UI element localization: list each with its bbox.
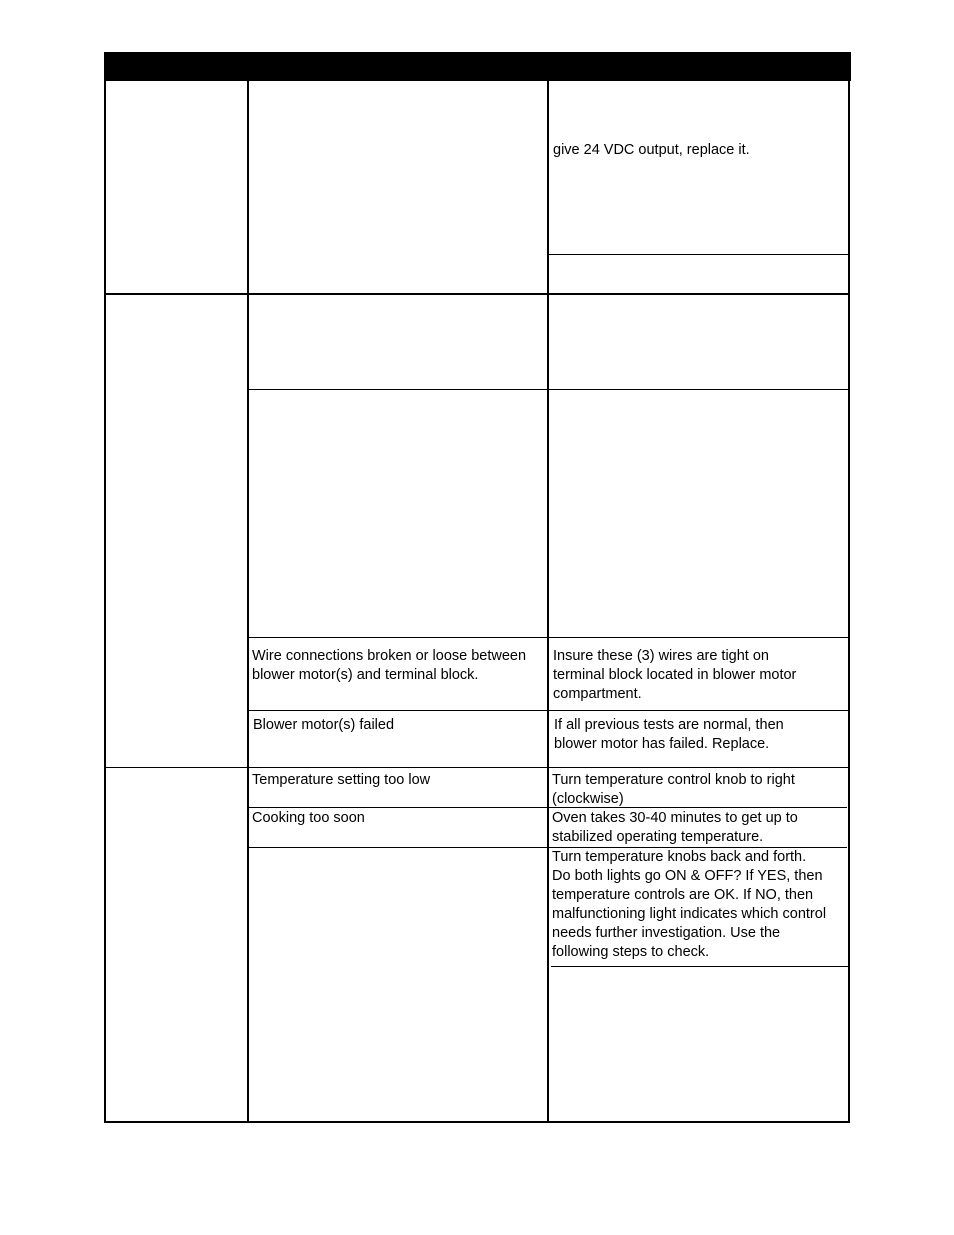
s1-remedy-divider [549, 254, 849, 255]
s2-row4-remedy [554, 716, 784, 754]
section-divider-2 [104, 767, 850, 768]
column-divider-1 [247, 81, 249, 1123]
s3-row1-remedy [552, 771, 795, 809]
s3-row2-cause: Cooking too soon [252, 810, 365, 826]
s2-row-divider-2 [249, 637, 849, 638]
s3-row1-cause: Temperature setting too low [252, 772, 431, 788]
remedy-line: Oven takes 30-40 minutes to get up to [552, 810, 798, 826]
s3-row3-remedy [552, 848, 826, 962]
s2-row3-remedy [553, 647, 796, 704]
remedy-line: Turn temperature control knob to right [552, 772, 795, 788]
s2-row4-cause: Blower motor(s) failed [253, 717, 395, 733]
remedy-line: Insure these (3) wires are tight on [553, 648, 769, 664]
s2-row-divider-3 [249, 710, 849, 711]
column-divider-2 [547, 81, 549, 1123]
remedy-line: stabilized operating temperature. [552, 829, 764, 845]
s2-row3-cause [252, 647, 526, 685]
remedy-line: Turn temperature knobs back and forth. [552, 849, 807, 865]
table-border-left [104, 52, 106, 1123]
s2-row-divider-1 [249, 389, 849, 390]
remedy-line: blower motor has failed. Replace. [554, 736, 770, 752]
remedy-line: If all previous tests are normal, then [554, 717, 784, 733]
remedy-line: following steps to check. [552, 944, 710, 960]
remedy-line: malfunctioning light indicates which control [552, 906, 827, 922]
remedy-line: (clockwise) [552, 791, 624, 807]
section-divider-1 [104, 293, 850, 295]
cause-line: blower motor(s) and terminal block. [252, 667, 479, 683]
table-border-right [848, 52, 850, 1123]
remedy-line: compartment. [553, 686, 642, 702]
s3-remedy-divider [551, 966, 848, 967]
s3-row2-remedy [552, 809, 798, 847]
remedy-line: Do both lights go ON & OFF? If YES, then [552, 868, 823, 884]
table-header-bar [104, 52, 851, 81]
table-border-bottom [104, 1121, 850, 1123]
remedy-line: needs further investigation. Use the [552, 925, 781, 941]
s1-remedy-text: give 24 VDC output, replace it. [553, 142, 750, 158]
cause-line: Wire connections broken or loose between [252, 648, 527, 664]
remedy-line: temperature controls are OK. If NO, then [552, 887, 814, 903]
remedy-line: terminal block located in blower motor [553, 667, 797, 683]
